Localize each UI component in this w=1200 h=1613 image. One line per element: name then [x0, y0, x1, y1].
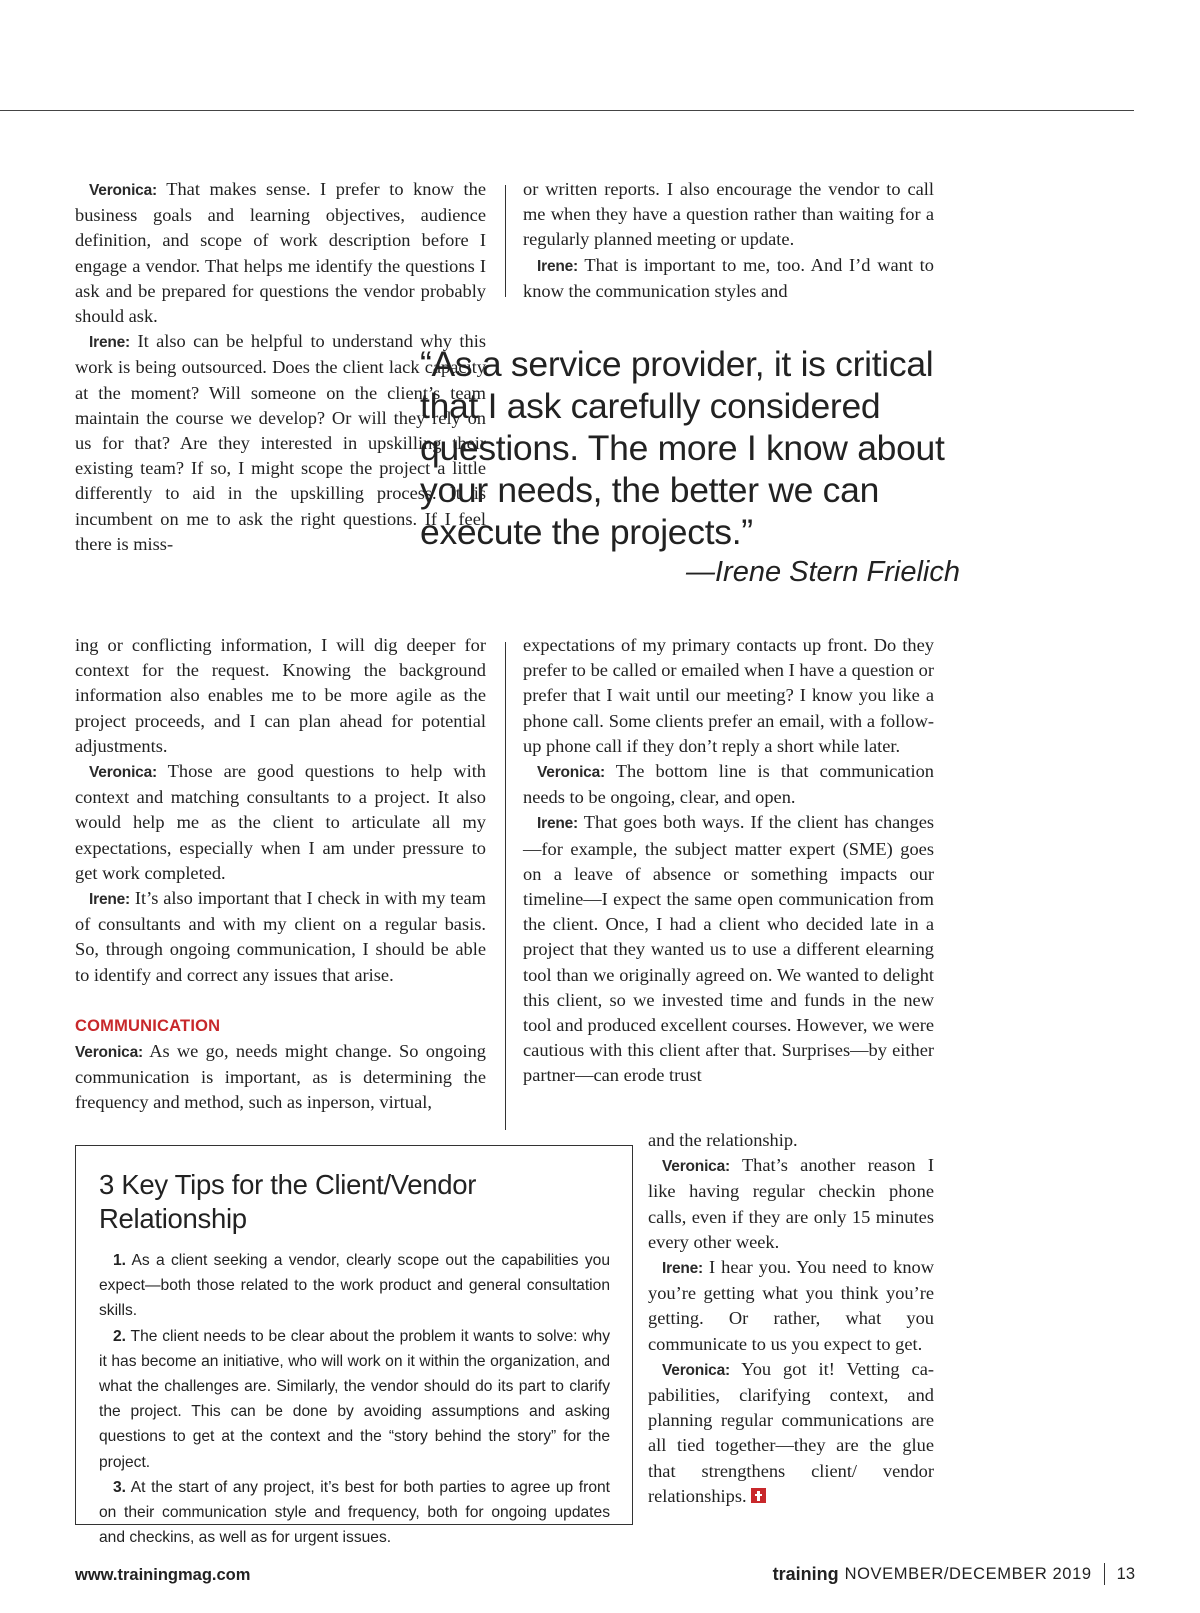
- tip-number: 3.: [113, 1478, 127, 1496]
- paragraph-text: and the relationship.: [648, 1130, 798, 1150]
- tip-text: At the start of any project, it’s best for both parties to agree up front on their communication style and frequency, both for ongoing updates and checkins, as well as for urgent issues.: [99, 1478, 610, 1547]
- paragraph-text: expectations of my primary contacts up front. Do they prefer to be called or emailed when I have a question or prefer that I wait until our meeting? I know you like a phone call. Some clients prefer an email, with a followup phone call if they don’t reply a short while later.: [523, 635, 934, 756]
- speaker-label: Veronica:: [662, 1361, 730, 1379]
- paragraph-text: ing or conflicting information, I will dig deeper for context for the request. Knowing the background information also enables me to be more agile as the project proceeds, and I can plan ahead for potential adjustments.: [75, 635, 486, 756]
- speaker-label: Irene:: [662, 1260, 704, 1278]
- paragraph-text: or written reports. I also encourage the vendor to call me when they have a question rather than waiting for a regularly planned meeting or update.: [523, 179, 934, 250]
- speaker-label: Irene:: [89, 891, 131, 909]
- paragraph: [523, 759, 934, 810]
- pull-quote-line: your needs, the better we can: [420, 470, 880, 510]
- tips-box: [75, 1145, 633, 1547]
- speaker-label: Veronica:: [89, 764, 157, 782]
- paragraph-text: The bottom line is that communication needs to be ongoing, clear, and open.: [523, 761, 935, 808]
- paragraph: [75, 1039, 486, 1116]
- paragraph: [648, 1153, 934, 1255]
- right-column-top: [523, 177, 934, 304]
- paragraph: [648, 1255, 934, 1357]
- speaker-label: Irene:: [537, 815, 579, 833]
- top-rule: [0, 110, 1134, 111]
- column-divider-top: [505, 185, 506, 297]
- footer-issue-date: NOVEMBER/DECEMBER 2019: [844, 1564, 1092, 1583]
- speaker-label: Veronica:: [662, 1158, 730, 1176]
- paragraph: [648, 1128, 934, 1153]
- tip-item: [99, 1475, 610, 1551]
- section-heading-communication: COMMUNICATION: [75, 1016, 221, 1035]
- tip-text: As a client seeking a vendor, clearly scope out the capabilities you expect—both those related to the work product and general consultation skills.: [99, 1252, 610, 1320]
- paragraph-text: That makes sense. I prefer to know the business goals and learning objectives, audience definition, and scope of work description before I engage a vendor. That helps me identify the questions I ask and be prepared for questions the vendor probably should ask.: [75, 179, 486, 327]
- speaker-label: Veronica:: [89, 182, 157, 199]
- paragraph-text: As we go, needs might change. So ongoing communication is important, as is determining the frequency and method, such as inperson, virtual,: [75, 1041, 486, 1113]
- column-divider-bottom: [505, 642, 506, 1130]
- tip-item: [99, 1324, 610, 1475]
- paragraph: [523, 177, 934, 253]
- tip-number: 2.: [113, 1327, 127, 1345]
- tip-item: [99, 1248, 610, 1324]
- paragraph-text: That’s another reason I like having regular checkin phone calls, even if they are only 15 minutes every other week.: [648, 1155, 935, 1252]
- paragraph: [75, 177, 486, 329]
- speaker-label: Veronica:: [75, 1044, 143, 1062]
- pull-quote-line: that I ask carefully considered: [420, 386, 881, 426]
- footer-website-link[interactable]: www.trainingmag.com: [75, 1566, 251, 1584]
- speaker-label: Irene:: [537, 257, 579, 275]
- tips-box-title: 3 Key Tips for the Client/Vendor Relationship: [99, 1169, 477, 1234]
- tip-number: 1.: [113, 1252, 127, 1269]
- paragraph: [75, 633, 486, 759]
- left-column-bottom: [75, 633, 486, 1116]
- speaker-label: Veronica:: [537, 764, 605, 782]
- paragraph: [75, 886, 486, 988]
- paragraph-text: That is important to me, too. And I’d want to know the communication styles and: [523, 254, 934, 301]
- paragraph-text: That goes both ways. If the client has changes—for example, the subject matter expert (SME) goes on a leave of absence or something impacts our timeline—I expect the same open communication from the client. Once, I had a client who decided late in a project that they wanted us to use a different elearning tool than we originally agreed on. We wanted to delight this client, so we invested time and funds in the new tool and produced excellent courses. However, we were cautious with this client after that. Surprises—by either partner—can erode trust: [523, 812, 935, 1086]
- paragraph-text: It’s also important that I check in with my team of consultants and with my client on a regular basis. So, through ongoing communication, I should be able to identify and correct any issues that arise.: [75, 888, 486, 985]
- pull-quote-attribution: —Irene Stern Frielich: [686, 556, 960, 588]
- right-column-middle: [523, 633, 934, 1089]
- paragraph-text: You got it! Vetting capabilities, clarifying context, and planning regular communications are all tied together—they are the glue that strengthens client/ vendor relationships.: [648, 1358, 934, 1506]
- paragraph: [523, 633, 934, 759]
- pull-quote: [420, 343, 960, 553]
- pull-quote-line: “As a service provider, it is critical: [420, 344, 934, 384]
- paragraph: [648, 1357, 934, 1509]
- right-column-bottom: [648, 1128, 934, 1509]
- paragraph: [523, 810, 934, 1088]
- pull-quote-line: questions. The more I know about: [420, 428, 945, 468]
- paragraph-text: I hear you. You need to know you’re getting what you think you’re getting. Or rather, what you communicate to us you expect to get.: [648, 1257, 934, 1354]
- tip-text: The client needs to be clear about the problem it wants to solve: why it has become an initiative, who will work on it within the organization, and what the challenges are. Similarly, the vendor should do its part to clarify the project. This can be done by avoiding assumptions and asking questions to get at the context and the “story behind the story” for the project.: [99, 1327, 610, 1471]
- speaker-label: Irene:: [89, 334, 131, 352]
- paragraph-text: Those are good questions to help with context and matching consultants to a project. It also would help me as the client to articulate all my expectations, especially when I am under pressure to get work completed.: [75, 761, 486, 883]
- paragraph: [523, 253, 934, 304]
- footer-separator: [1104, 1563, 1105, 1585]
- paragraph: [75, 759, 486, 886]
- footer-issue-info: [773, 1563, 1135, 1585]
- pull-quote-line: execute the projects.”: [420, 512, 753, 552]
- footer-magazine-name: training: [772, 1563, 839, 1584]
- paragraph-text: It also can be helpful to understand why this work is being outsourced. Does the client lack capacity at the moment? Will someone on the client’s team maintain the course we develop? Or will they rely on us for that? Are they interested in upskilling their existing team? If so, I might scope the project a little differently to aid in the upskilling process. It is incumbent on me to ask the right questions. If I feel there is miss-: [75, 331, 486, 554]
- page-number: 13: [1116, 1564, 1135, 1583]
- end-of-article-icon: [751, 1488, 766, 1503]
